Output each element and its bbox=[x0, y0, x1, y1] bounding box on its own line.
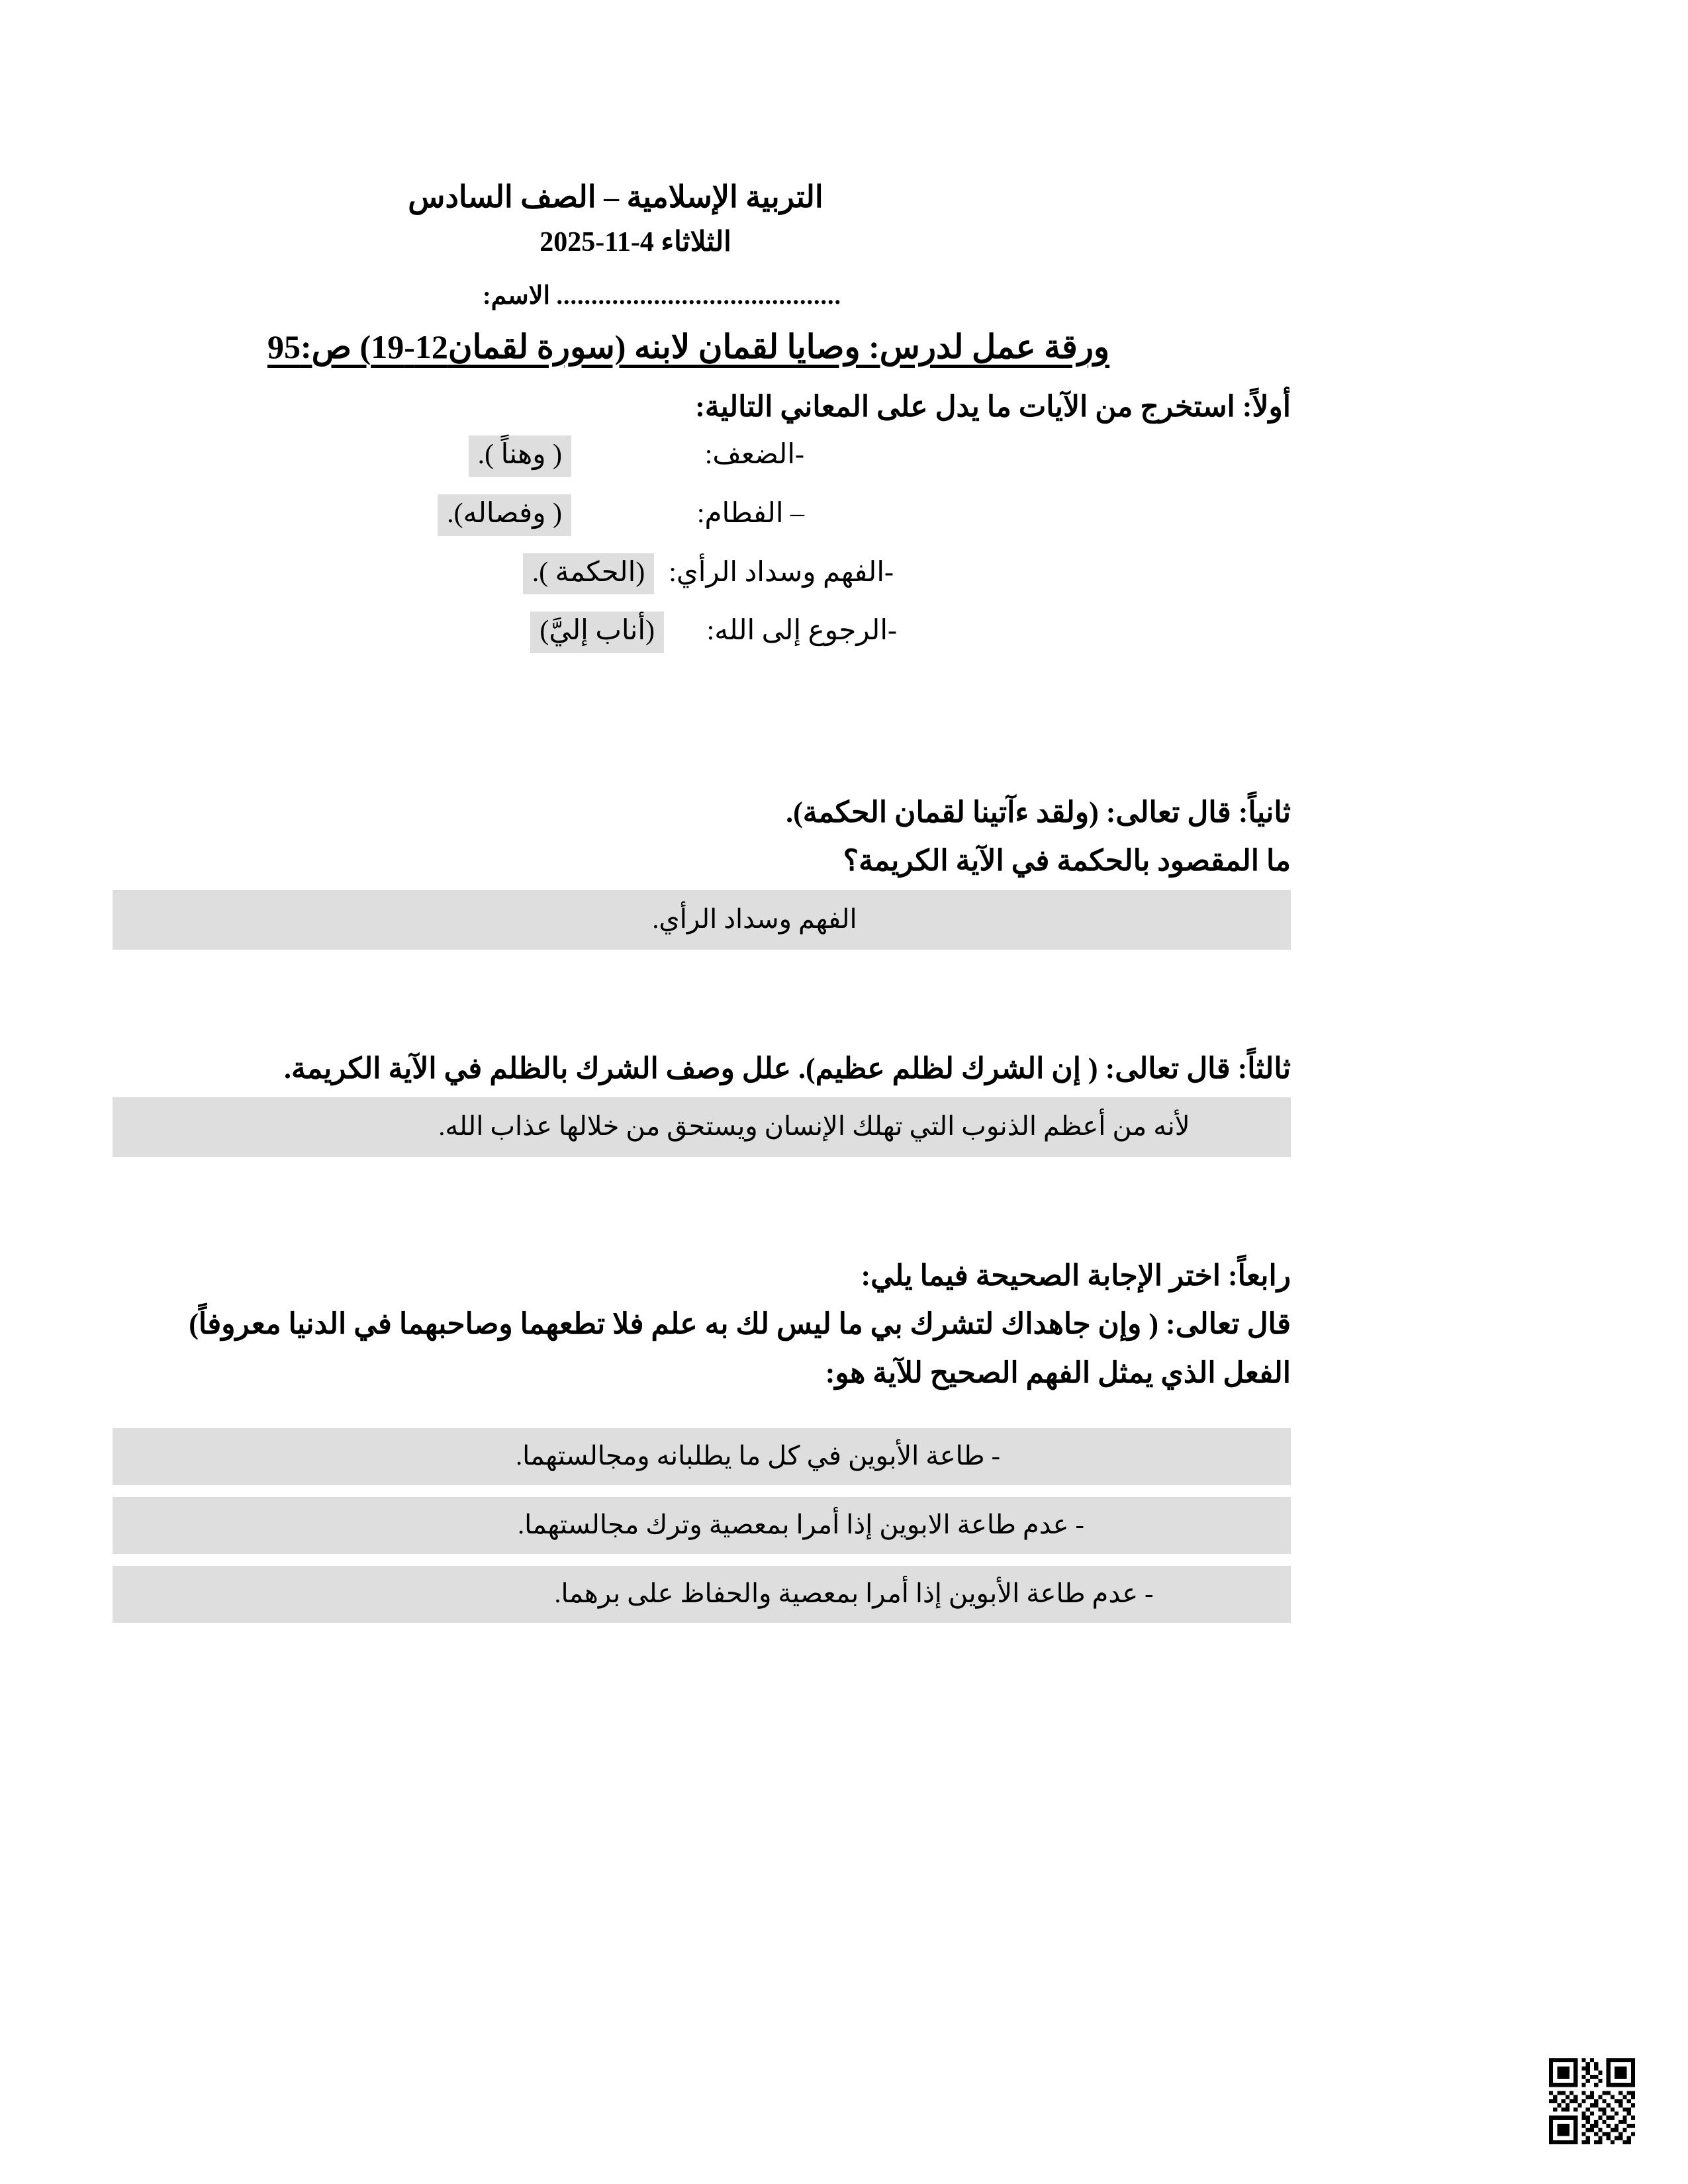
student-name-line bbox=[113, 281, 1291, 310]
meaning-label: -الضعف: bbox=[704, 439, 804, 471]
section-four-verse: قال تعالى: ( وإن جاهداك لتشرك بي ما ليس لك به علم فلا تطعهما وصاحبهما في الدنيا معروفاً) bbox=[189, 1308, 1291, 1341]
meaning-answer[interactable]: ( وفصاله). bbox=[438, 494, 571, 536]
section-two-answer-text: الفهم وسداد الرأي. bbox=[652, 903, 857, 934]
section-two-question: ما المقصود بالحكمة في الآية الكريمة؟ bbox=[843, 844, 1291, 878]
meaning-label: -الفهم وسداد الرأي: bbox=[669, 557, 894, 588]
section-three-answer-band[interactable] bbox=[113, 1097, 1291, 1157]
meaning-answer[interactable]: (أناب إليَّ) bbox=[530, 612, 664, 653]
spacer bbox=[113, 950, 1291, 1049]
meaning-row bbox=[113, 612, 1291, 653]
document-date: الثلاثاء 4-11-2025 bbox=[539, 227, 731, 257]
section-two-answer-band[interactable] bbox=[113, 890, 1291, 950]
choice-option-text: - عدم طاعة الابوين إذا أمرا بمعصية وترك مجالستهما. bbox=[518, 1510, 1084, 1540]
worksheet-title: ورقة عمل لدرس: وصايا لقمان لابنه (سورة لقمان12-19) ص:95 bbox=[267, 328, 1110, 365]
choice-option-text: - عدم طاعة الأبوين إذا أمرا بمعصية والحفاظ على برهما. bbox=[554, 1578, 1154, 1609]
section-three-answer-text: لأنه من أعظم الذنوب التي تهلك الإنسان ويستحق من خلالها عذاب الله. bbox=[438, 1111, 1190, 1141]
section-four-prompt: رابعاً: اختر الإجابة الصحيحة فيما يلي: bbox=[861, 1259, 1291, 1292]
meaning-row bbox=[113, 494, 1291, 536]
choice-option[interactable] bbox=[113, 1497, 1291, 1554]
choice-option[interactable] bbox=[113, 1428, 1291, 1485]
choice-option-text: - طاعة الأبوين في كل ما يطلبانه ومجالستهما. bbox=[516, 1441, 1000, 1471]
choice-option[interactable] bbox=[113, 1566, 1291, 1623]
section-one-prompt: أولاً: استخرج من الآيات ما يدل على المعاني التالية: bbox=[695, 390, 1291, 423]
meaning-label: – الفطام: bbox=[696, 498, 804, 529]
section-four-question: الفعل الذي يمثل الفهم الصحيح للآية هو: bbox=[825, 1356, 1291, 1389]
section-two-prompt: ثانياً: قال تعالى: (ولقد ءآتينا لقمان الحكمة). bbox=[786, 796, 1291, 829]
qr-code-icon bbox=[1549, 2058, 1635, 2144]
spacer bbox=[113, 1402, 1291, 1428]
meaning-label: -الرجوع إلى الله: bbox=[706, 615, 897, 647]
meaning-answer[interactable]: (الحكمة ). bbox=[523, 553, 655, 595]
meaning-row bbox=[113, 435, 1291, 477]
meaning-row bbox=[113, 553, 1291, 595]
meaning-answer[interactable]: ( وهناً ). bbox=[469, 435, 571, 477]
spacer bbox=[113, 670, 1291, 793]
student-name-label: الاسم: bbox=[482, 282, 550, 310]
spacer bbox=[113, 1157, 1291, 1256]
section-three-prompt: ثالثاً: قال تعالى: ( إن الشرك لظلم عظيم). علل وصف الشرك بالظلم في الآية الكريمة. bbox=[283, 1052, 1291, 1085]
page-title: التربية الإسلامية – الصف السادس bbox=[408, 180, 823, 214]
student-name-blank[interactable]: ......................................... bbox=[556, 282, 841, 310]
